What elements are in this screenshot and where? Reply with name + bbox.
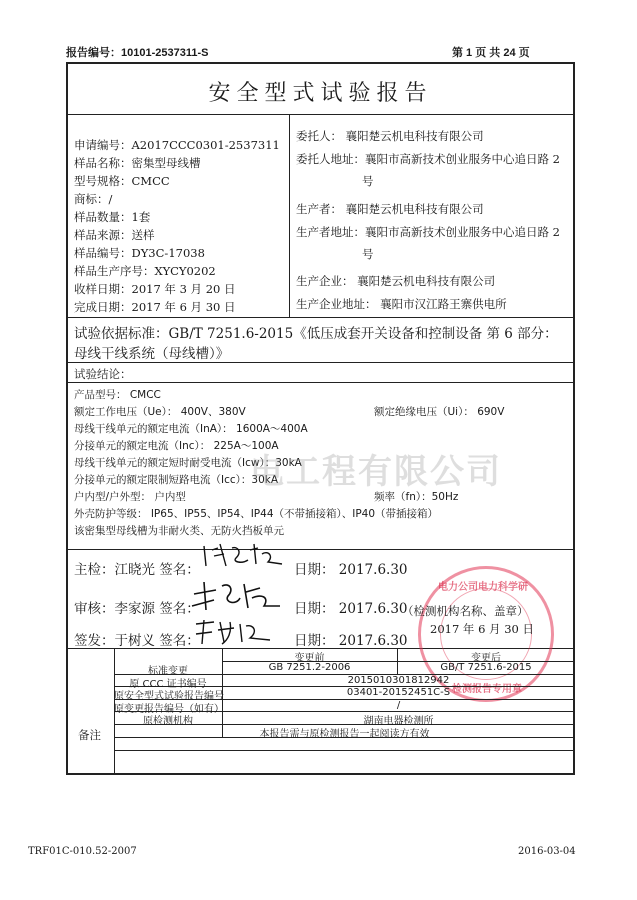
ip-rating: 外壳防护等级： IP65、IP55、IP54、IP44（不带插接箱）、IP40（带插接箱） xyxy=(74,508,439,520)
remark-row-value: / xyxy=(396,700,401,711)
rated-voltage: 额定工作电压（Ue）： 400V、380V xyxy=(74,406,246,418)
short-time-current: 母线干线单元的额定短时耐受电流（Icw）：30kA xyxy=(74,457,302,469)
frequency: 频率（fn）：50Hz xyxy=(374,491,459,503)
client: 委托人： 襄阳楚云机电科技有限公司 xyxy=(296,129,484,143)
source: 样品来源：送样 xyxy=(74,228,155,242)
conclusion-label: 试验结论： xyxy=(74,367,132,381)
test-basis-line1: 试验依据标准：GB/T 7251.6-2015《低压成套开关设备和控制设备 第 6 部分： xyxy=(74,326,558,342)
model: 型号规格：CMCC xyxy=(74,174,170,188)
remark-row-item: 原检测机构 xyxy=(143,716,193,727)
remark-row-after: GB/T 7251.6-2015 xyxy=(440,662,532,673)
insulation-voltage: 额定绝缘电压（Ui）： 690V xyxy=(374,406,505,418)
column-header-before: 变更前 xyxy=(294,653,325,664)
remark-row-before: GB 7251.2-2006 xyxy=(268,662,351,673)
manufacturer-address-cont: 号 xyxy=(362,247,374,261)
remark-row-value: 湖南电器检测所 xyxy=(363,716,434,727)
factory: 生产企业： 襄阳楚云机电科技有限公司 xyxy=(296,274,496,288)
remark-row-item: 原安全型式试验报告编号 xyxy=(114,691,224,702)
indoor-outdoor: 户内型/户外型： 户内型 xyxy=(74,491,186,503)
remarks-label: 备注 xyxy=(78,728,101,742)
reviewer: 审核：李家源 签名： xyxy=(74,601,200,617)
watermark: 电工程有限公司 xyxy=(250,452,502,492)
remarks-footnote: 本报告需与原检测报告一起阅读方有效 xyxy=(259,729,430,740)
manufacturer-address: 生产者地址：襄阳市高新技术创业服务中心追日路 2 xyxy=(296,225,560,239)
remark-row-value: 03401-20152451C-S xyxy=(346,687,451,698)
tapoff-current: 分接单元的额定电流（Inc）： 225A～100A xyxy=(74,440,279,452)
divider xyxy=(66,362,575,363)
remark-row-item: 原 CCC 证书编号 xyxy=(129,679,207,690)
divider xyxy=(66,317,575,318)
issuer-date: 日期： 2017.6.30 xyxy=(294,633,408,649)
apply-no: 申请编号：A2017CCC0301-2537311 xyxy=(74,138,280,152)
chief-inspector: 主检：江晓光 签名： xyxy=(74,562,200,578)
remark-row-item: 原变更报告编号（如有） xyxy=(114,704,224,715)
test-basis-line2: 母线干线系统（母线槽）》 xyxy=(74,346,230,362)
product-model: 产品型号： CMCC xyxy=(74,389,161,401)
lab-seal-date: 2017 年 6 月 30 日 xyxy=(430,622,534,636)
chief-date: 日期： 2017.6.30 xyxy=(294,562,408,578)
remark-row-item: 标准变更 xyxy=(148,666,188,677)
divider xyxy=(289,114,290,317)
divider xyxy=(66,114,575,115)
report-title: 安全型式试验报告 xyxy=(208,81,433,106)
completed-date: 完成日期：2017 年 6 月 30 日 xyxy=(74,300,236,314)
remark-row-value: 2015010301812942 xyxy=(347,675,450,686)
received-date: 收样日期：2017 年 3 月 20 日 xyxy=(74,282,236,296)
table-line xyxy=(114,750,575,751)
trademark: 商标：/ xyxy=(74,192,113,206)
quantity: 样品数量：1套 xyxy=(74,210,151,224)
divider xyxy=(66,382,575,383)
client-address-cont: 号 xyxy=(362,174,374,188)
page-info: 第 1 页 共 24 页 xyxy=(452,47,530,59)
signature-reviewer xyxy=(186,576,286,616)
conclusion-note: 该密集型母线槽为非耐火类、无防火挡板单元 xyxy=(74,525,284,537)
lab-seal-caption: （检测机构名称、盖章） xyxy=(402,604,529,618)
form-code: TRF01C-010.52-2007 xyxy=(28,846,137,857)
signature-issuer xyxy=(190,616,280,648)
sample-no: 样品编号：DY3C-17038 xyxy=(74,246,205,260)
issuer: 签发：于树义 签名： xyxy=(74,633,200,649)
signature-chief xyxy=(198,540,288,572)
short-circuit-current: 分接单元的额定限制短路电流（Icc）：30kA xyxy=(74,474,279,486)
lab-seal-text-top: 电力公司电力科学研 xyxy=(438,582,528,593)
busbar-current: 母线干线单元的额定电流（InA）： 1600A～400A xyxy=(74,423,308,435)
divider xyxy=(66,549,575,550)
factory-address: 生产企业地址： 襄阳市汉江路王寨供电所 xyxy=(296,297,507,311)
lab-seal-text-bottom: 检测报告专用章 xyxy=(452,684,522,695)
serial-no: 样品生产序号：XYCY0202 xyxy=(74,264,216,278)
reviewer-date: 日期： 2017.6.30 xyxy=(294,601,408,617)
manufacturer: 生产者： 襄阳楚云机电科技有限公司 xyxy=(296,202,484,216)
report-number: 报告编号：10101-2537311-S xyxy=(66,47,209,59)
sample-name: 样品名称：密集型母线槽 xyxy=(74,156,201,170)
column-header-after: 变更后 xyxy=(471,653,501,664)
form-date: 2016-03-04 xyxy=(518,846,576,857)
client-address: 委托人地址：襄阳市高新技术创业服务中心追日路 2 xyxy=(296,152,560,166)
